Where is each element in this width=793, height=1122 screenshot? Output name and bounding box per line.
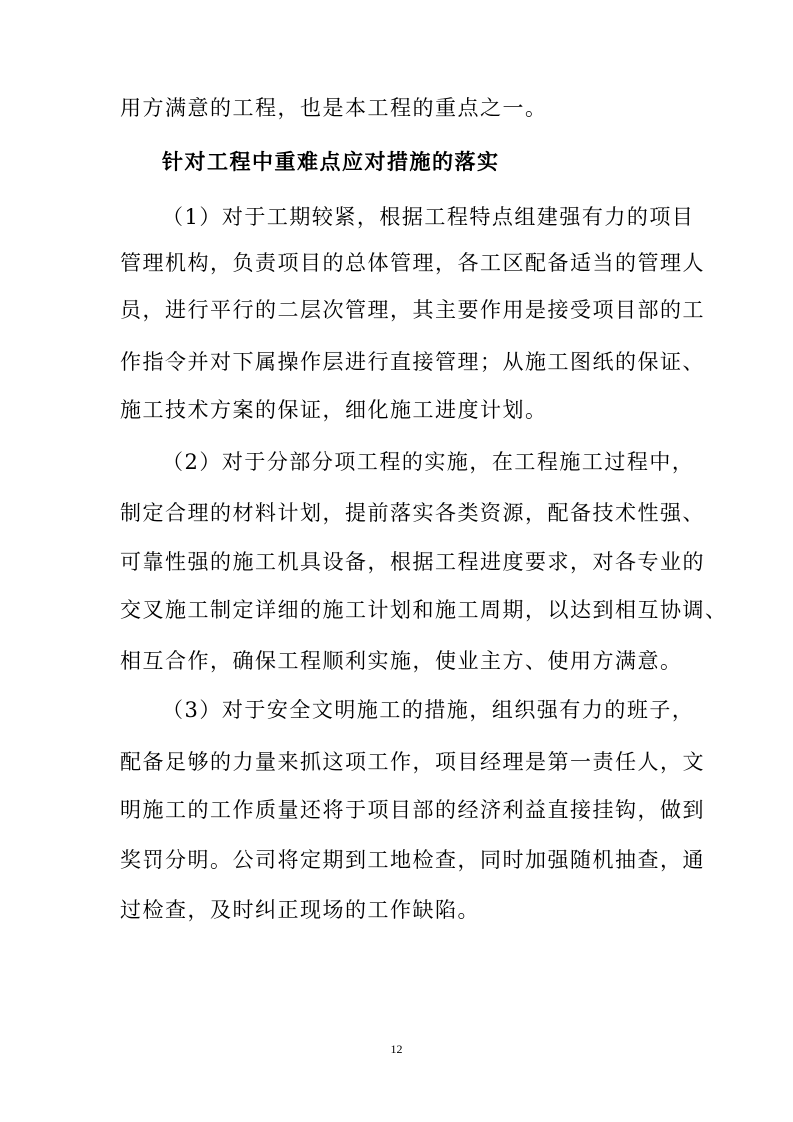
paragraph-2-line-2: 制定合理的材料计划，提前落实各类资源，配备技术性强、 <box>120 501 705 525</box>
paragraph-2-line-1: （2）对于分部分项工程的实施，在工程施工过程中， <box>162 450 695 474</box>
paragraph-1-line-5: 施工技术方案的保证，细化施工进度计划。 <box>120 398 548 422</box>
paragraph-3-line-3: 明施工的工作质量还将于项目部的经济利益直接挂钩，做到 <box>120 798 705 822</box>
page-number: 12 <box>390 1042 403 1056</box>
paragraph-3-line-5: 过检查，及时纠正现场的工作缺陷。 <box>120 898 480 922</box>
paragraph-2-line-5: 相互合作，确保工程顺利实施，使业主方、使用方满意。 <box>120 649 683 673</box>
paragraph-2-line-4: 交叉施工制定详细的施工计划和施工周期，以达到相互协调、 <box>120 598 728 622</box>
paragraph-1-line-1: （1）对于工期较紧，根据工程特点组建强有力的项目 <box>162 205 695 229</box>
section-heading: 针对工程中重难点应对措施的落实 <box>162 149 500 174</box>
paragraph-1-line-4: 作指令并对下属操作层进行直接管理；从施工图纸的保证、 <box>120 350 705 374</box>
paragraph-3-line-2: 配备足够的力量来抓这项工作，项目经理是第一责任人，文 <box>120 750 705 774</box>
paragraph-1-line-2: 管理机构，负责项目的总体管理，各工区配备适当的管理人 <box>120 251 705 275</box>
paragraph-2-line-3: 可靠性强的施工机具设备，根据工程进度要求，对各专业的 <box>120 550 705 574</box>
paragraph-3-line-1: （3）对于安全文明施工的措施，组织强有力的班子， <box>162 698 695 722</box>
paragraph-1-line-3: 员，进行平行的二层次管理，其主要作用是接受项目部的工 <box>120 298 705 322</box>
paragraph-3-line-4: 奖罚分明。公司将定期到工地检查，同时加强随机抽查，通 <box>120 848 705 872</box>
body-line-1: 用方满意的工程，也是本工程的重点之一。 <box>120 96 548 120</box>
